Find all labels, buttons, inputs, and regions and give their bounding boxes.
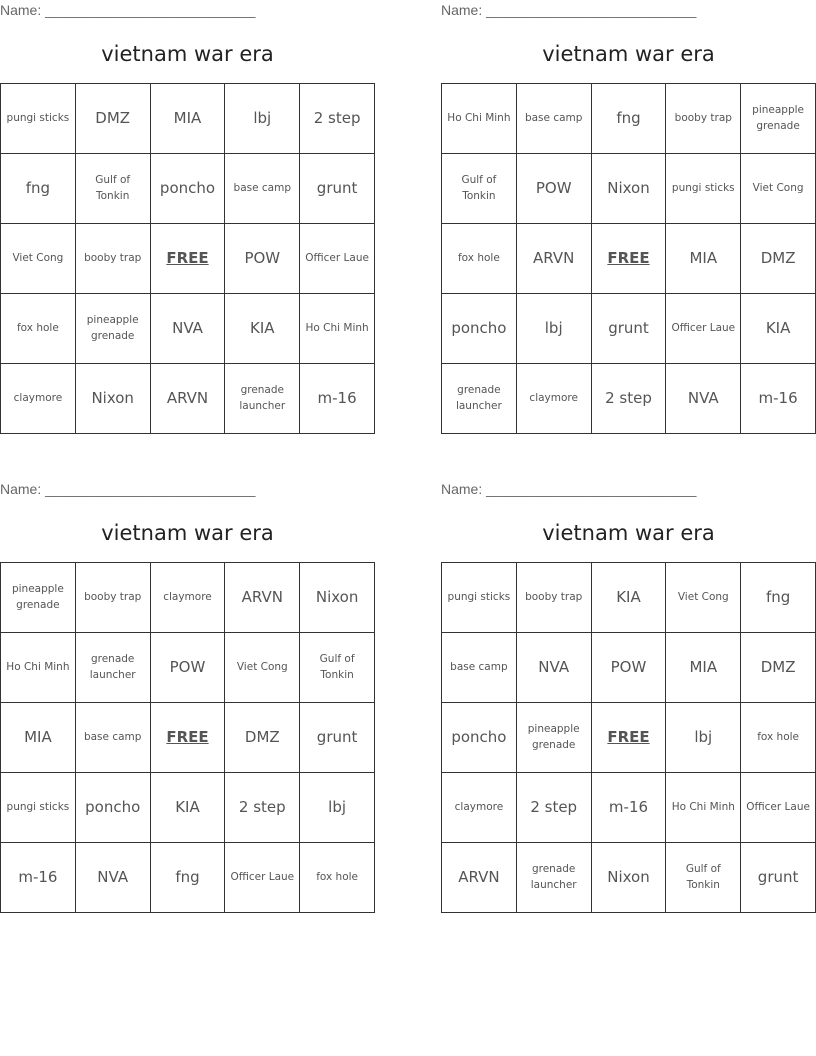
bingo-row [442,294,816,364]
bingo-grid [0,562,375,913]
bingo-cell[interactable]: m-16 [1,843,76,913]
bingo-row [442,773,816,843]
bingo-cell[interactable]: MIA [150,84,225,154]
free-space[interactable]: FREE [150,703,225,773]
bingo-row [1,563,375,633]
bingo-cell[interactable]: pineapple grenade [1,563,76,633]
bingo-cell[interactable]: Nixon [591,154,666,224]
bingo-cell[interactable]: fox hole [300,843,375,913]
bingo-cell[interactable]: grenade launcher [225,364,300,434]
bingo-row [1,294,375,364]
bingo-cell[interactable]: pineapple grenade [741,84,816,154]
bingo-row [442,364,816,434]
bingo-row [1,154,375,224]
bingo-cell[interactable]: Officer Laue [300,224,375,294]
bingo-cell[interactable]: KIA [591,563,666,633]
bingo-cell[interactable]: Ho Chi Minh [442,84,517,154]
bingo-cell[interactable]: NVA [75,843,150,913]
name-line: Name: ___________________________ [441,2,697,18]
bingo-row [442,843,816,913]
bingo-cell[interactable]: ARVN [516,224,591,294]
bingo-cell[interactable]: pineapple grenade [516,703,591,773]
bingo-cell[interactable]: 2 step [300,84,375,154]
bingo-cell[interactable]: Gulf of Tonkin [442,154,517,224]
bingo-cell[interactable]: ARVN [225,563,300,633]
bingo-cell[interactable]: fox hole [741,703,816,773]
bingo-card-2 [441,0,816,434]
bingo-cell[interactable]: Nixon [591,843,666,913]
bingo-row [442,633,816,703]
bingo-cell[interactable]: Ho Chi Minh [666,773,741,843]
bingo-cell[interactable]: fng [591,84,666,154]
bingo-cell[interactable]: booby trap [666,84,741,154]
bingo-cell[interactable]: fng [150,843,225,913]
bingo-cell[interactable]: Ho Chi Minh [1,633,76,703]
bingo-cell[interactable]: claymore [442,773,517,843]
bingo-cell[interactable]: base camp [516,84,591,154]
bingo-row [1,843,375,913]
bingo-cell[interactable]: Viet Cong [666,563,741,633]
bingo-cell[interactable]: Officer Laue [741,773,816,843]
bingo-cell[interactable]: lbj [516,294,591,364]
bingo-cell[interactable]: KIA [741,294,816,364]
bingo-cell[interactable]: poncho [150,154,225,224]
bingo-cell[interactable]: pungi sticks [1,773,76,843]
bingo-card-4 [441,479,816,913]
bingo-cell[interactable]: grenade launcher [516,843,591,913]
bingo-cell[interactable]: poncho [442,294,517,364]
bingo-cell[interactable]: Viet Cong [225,633,300,703]
bingo-cell[interactable]: Gulf of Tonkin [75,154,150,224]
bingo-cell[interactable]: Gulf of Tonkin [300,633,375,703]
bingo-cell[interactable]: Nixon [300,563,375,633]
bingo-cell[interactable]: KIA [225,294,300,364]
bingo-cell[interactable]: ARVN [442,843,517,913]
bingo-cell[interactable]: POW [150,633,225,703]
name-line: Name: ___________________________ [0,2,256,18]
bingo-cell[interactable]: NVA [516,633,591,703]
bingo-cell[interactable]: POW [225,224,300,294]
bingo-row [1,84,375,154]
bingo-cell[interactable]: fng [1,154,76,224]
bingo-cell[interactable]: booby trap [516,563,591,633]
bingo-cell[interactable]: NVA [666,364,741,434]
bingo-row [1,633,375,703]
name-line: Name: ___________________________ [441,481,697,497]
bingo-cell[interactable]: grenade launcher [75,633,150,703]
bingo-cell[interactable]: base camp [442,633,517,703]
card-title: vietnam war era [101,521,274,545]
bingo-cell[interactable]: 2 step [591,364,666,434]
bingo-cell[interactable]: fox hole [1,294,76,364]
card-title: vietnam war era [542,521,715,545]
bingo-row [1,773,375,843]
bingo-card-3 [0,479,375,913]
bingo-grid [441,562,816,913]
bingo-row [1,703,375,773]
bingo-cell[interactable]: m-16 [591,773,666,843]
bingo-cell[interactable]: grunt [300,154,375,224]
bingo-cell[interactable]: Viet Cong [1,224,76,294]
bingo-cell[interactable]: MIA [1,703,76,773]
bingo-cell[interactable]: DMZ [741,224,816,294]
bingo-cell[interactable]: Officer Laue [225,843,300,913]
bingo-cell[interactable]: MIA [666,633,741,703]
bingo-cell[interactable]: lbj [225,84,300,154]
bingo-cell[interactable]: pineapple grenade [75,294,150,364]
bingo-cell[interactable]: lbj [300,773,375,843]
bingo-cell[interactable]: base camp [75,703,150,773]
bingo-grid [0,83,375,434]
bingo-row [1,224,375,294]
bingo-cell[interactable]: pungi sticks [1,84,76,154]
name-line: Name: ___________________________ [0,481,256,497]
bingo-cell[interactable]: lbj [666,703,741,773]
bingo-cell[interactable]: 2 step [225,773,300,843]
bingo-cell[interactable]: grenade launcher [442,364,517,434]
bingo-cell[interactable]: poncho [75,773,150,843]
bingo-cell[interactable]: DMZ [741,633,816,703]
bingo-grid [441,83,816,434]
bingo-cell[interactable]: MIA [666,224,741,294]
bingo-cell[interactable]: NVA [150,294,225,364]
bingo-cell[interactable]: poncho [442,703,517,773]
bingo-cell[interactable]: base camp [225,154,300,224]
bingo-cell[interactable]: Ho Chi Minh [300,294,375,364]
bingo-cell[interactable]: fox hole [442,224,517,294]
bingo-cell[interactable]: POW [516,154,591,224]
bingo-cell[interactable]: grunt [300,703,375,773]
bingo-cell[interactable]: Nixon [75,364,150,434]
bingo-row [442,154,816,224]
bingo-row [442,224,816,294]
free-space[interactable]: FREE [591,703,666,773]
bingo-cell[interactable]: booby trap [75,224,150,294]
bingo-cell[interactable]: m-16 [300,364,375,434]
bingo-card-1 [0,0,375,434]
bingo-row [442,563,816,633]
bingo-cell[interactable]: Gulf of Tonkin [666,843,741,913]
bingo-cell[interactable]: POW [591,633,666,703]
bingo-cell[interactable]: Officer Laue [666,294,741,364]
bingo-cell[interactable]: Viet Cong [741,154,816,224]
bingo-cell[interactable]: ARVN [150,364,225,434]
bingo-cell[interactable]: KIA [150,773,225,843]
bingo-cell[interactable]: booby trap [75,563,150,633]
bingo-cell[interactable]: m-16 [741,364,816,434]
bingo-cell[interactable]: pungi sticks [442,563,517,633]
free-space[interactable]: FREE [591,224,666,294]
bingo-cell[interactable]: DMZ [225,703,300,773]
free-space[interactable]: FREE [150,224,225,294]
card-title: vietnam war era [542,42,715,66]
bingo-cell[interactable]: grunt [591,294,666,364]
bingo-cell[interactable]: pungi sticks [666,154,741,224]
bingo-cell[interactable]: claymore [516,364,591,434]
bingo-row [442,703,816,773]
bingo-cell[interactable]: DMZ [75,84,150,154]
bingo-cell[interactable]: grunt [741,843,816,913]
bingo-cell[interactable]: claymore [150,563,225,633]
bingo-cell[interactable]: fng [741,563,816,633]
bingo-row [442,84,816,154]
card-title: vietnam war era [101,42,274,66]
bingo-cell[interactable]: 2 step [516,773,591,843]
bingo-cell[interactable]: claymore [1,364,76,434]
bingo-row [1,364,375,434]
